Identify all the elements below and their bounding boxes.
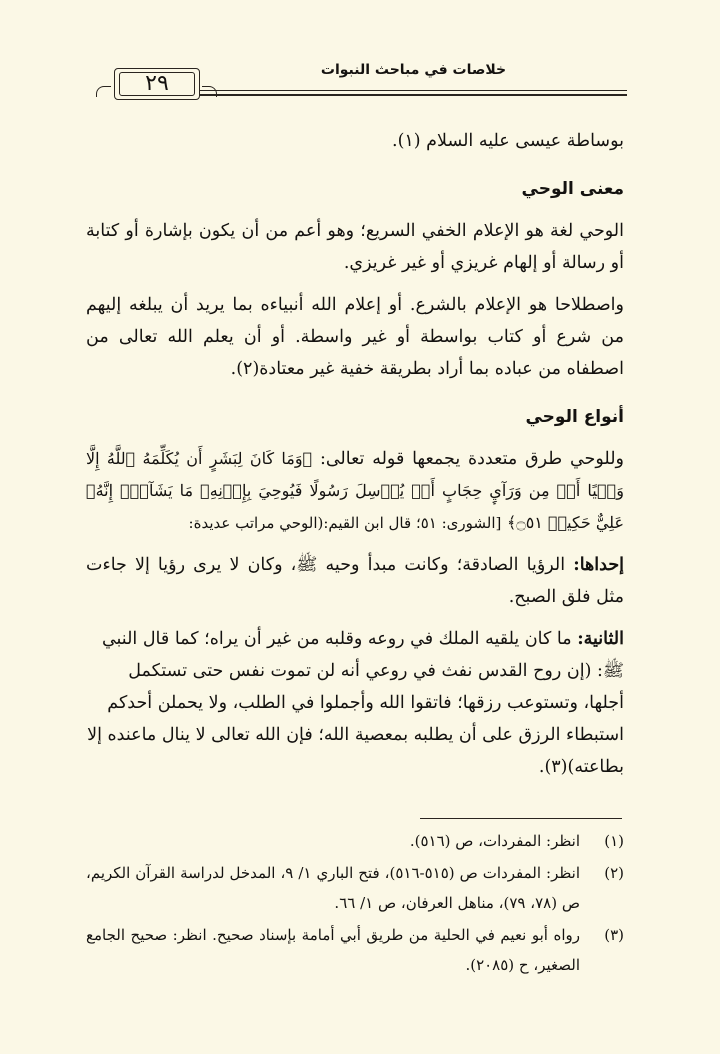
footnotes <box>86 826 624 982</box>
footnote-number: (١) <box>604 832 624 850</box>
main-text <box>86 115 624 783</box>
section-heading-types: أنواع الوحي <box>525 407 624 427</box>
footnote <box>86 858 624 918</box>
footnote-text: انظر: المفردات، ص (٥١٦). <box>409 832 580 850</box>
paragraph-linguistic: الوحي لغة هو الإعلام الخفي السريع؛ وهو أعم من أن يكون بإشارة أو كتابة أو رسالة أو إلهام غريزي أو غير غريزي. <box>86 221 624 273</box>
footnote-number: (٢) <box>604 864 624 882</box>
item-second-label: الثانية: <box>577 629 624 649</box>
intro-line: بوساطة عيسى عليه السلام (١). <box>392 131 624 151</box>
verse-intro: وللوحي طرق متعددة يجمعها قوله تعالى: <box>319 449 624 469</box>
item-second <box>86 623 624 783</box>
footnote-text: انظر: المفردات ص (٥١٥-٥١٦)، فتح الباري ١/ ٩، المدخل لدراسة القرآن الكريم، ص (٧٨، ٧٩)، مناهل العرفان، ص ١/ ٦٦. <box>86 864 580 912</box>
paragraph-technical: واصطلاحا هو الإعلام بالشرع. أو إعلام الله أنبياءه بما يريد أن يبلغه إليهم من شرع أو كتاب بواسطة أو غير واسطة. أو أن يعلم الله تعالى من اصطفاه من عباده بما أراد بطريقة خفية غير معتادة(٢). <box>86 295 624 379</box>
footnote <box>86 826 624 856</box>
footnote-number: (٣) <box>604 926 624 944</box>
item-second-text: ما كان يلقيه الملك في روعه وقلبه من غير أن يراه؛ كما قال النبي ﷺ: (إن روح القدس نفث في روعي أنه لن تموت نفس حتى تستكمل أجلها، وتستوعب رزقها؛ فاتقوا الله وأجملوا في الطلب، ولا يحملن أحدكم استبطاء الرزق على أن يطلبه بمعصية الله؛ فإن الله تعالى لا ينال ماعنده إلا بطاعته)(٣). <box>87 629 624 777</box>
item-first-text: الرؤيا الصادقة؛ وكانت مبدأ وحيه ﷺ، وكان لا يرى رؤيا إلا جاءت مثل فلق الصبح. <box>86 555 624 607</box>
section-heading-meaning: معنى الوحي <box>521 179 624 199</box>
item-first <box>86 549 624 613</box>
header-rule-double <box>200 94 627 96</box>
header-rule <box>200 90 627 91</box>
verse-reference: [الشورى: ٥١؛ قال ابن القيم:(الوحي مراتب عديدة: <box>188 514 502 532</box>
quran-verse: ﴿وَمَا كَانَ لِبَشَرٍ أَن يُكَلِّمَهُ ٱللَّهُ إِلَّا وَحۡيًا أَوۡ مِن وَرَآيِٕ حِجَابٍ أَوۡ يُرۡسِلَ رَسُولًا فَيُوحِيَ بِإِذۡنِهِۦ مَا يَشَآءُۚ إِنَّهُۥ عَلِيٌّ حَكِيمٞ ۝٥١﴾ <box>86 449 624 532</box>
book-title: خلاصات في مباحث النبوات <box>320 62 507 78</box>
footnote <box>86 920 624 980</box>
footnote-text: رواه أبو نعيم في الحلية من طريق أبي أمامة بإسناد صحيح. انظر: صحيح الجامع الصغير، ح (٢٠٨٥). <box>86 926 580 974</box>
footnote-divider <box>420 818 622 819</box>
item-first-label: إحداها: <box>573 555 624 575</box>
header-ornament-left <box>96 86 111 97</box>
page-number: ٢٩ <box>145 71 169 96</box>
running-header <box>92 56 627 102</box>
paragraph-verse <box>86 443 624 539</box>
